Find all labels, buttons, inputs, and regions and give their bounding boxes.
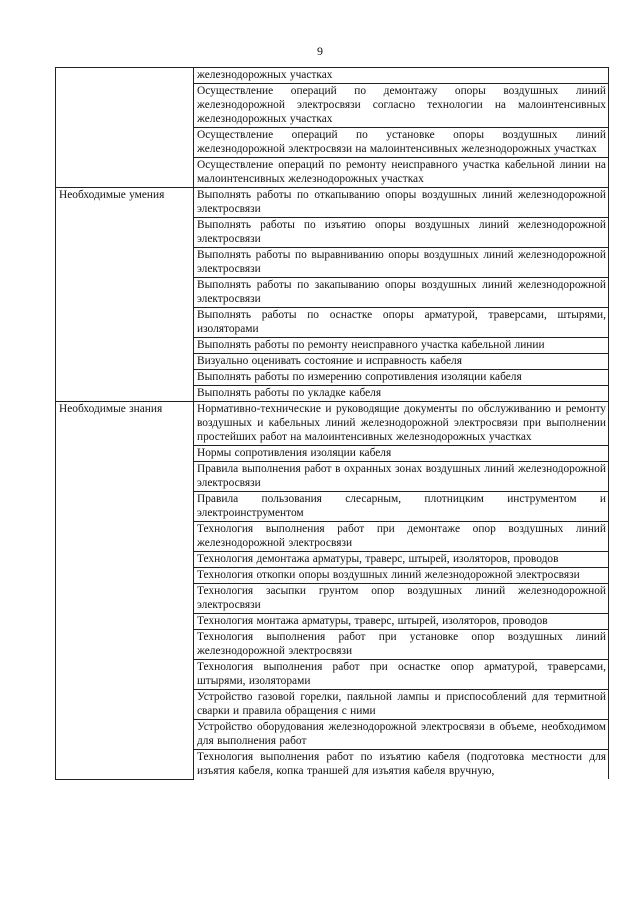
table-cell: Технология выполнения работ при демонтаже опор воздушных линий железнодорожной электросвязи (194, 522, 609, 552)
section-label (56, 68, 194, 188)
table-cell: Технология выполнения работ при установке опор воздушных линий железнодорожной электросвязи (194, 630, 609, 660)
table-cell: Выполнять работы по закапыванию опоры воздушных линий железнодорожной электросвязи (194, 278, 609, 308)
table-row (56, 188, 609, 218)
section-label: Необходимые знания (56, 402, 194, 780)
section-label: Необходимые умения (56, 188, 194, 402)
table-cell: Выполнять работы по откапыванию опоры воздушных линий железнодорожной электросвязи (194, 188, 609, 218)
table-cell: Выполнять работы по изъятию опоры воздушных линий железнодорожной электросвязи (194, 218, 609, 248)
table-cell: Выполнять работы по измерению сопротивления изоляции кабеля (194, 370, 609, 386)
table-cell: Выполнять работы по оснастке опоры арматурой, траверсами, штырями, изоляторами (194, 308, 609, 338)
table-cell: Технология откопки опоры воздушных линий железнодорожной электросвязи (194, 568, 609, 584)
table-cell: Визуально оценивать состояние и исправность кабеля (194, 354, 609, 370)
table-cell: Выполнять работы по ремонту неисправного участка кабельной линии (194, 338, 609, 354)
table-cell: Выполнять работы по укладке кабеля (194, 386, 609, 402)
table-cell: Технология выполнения работ при оснастке опор арматурой, траверсами, штырями, изоляторами (194, 660, 609, 690)
table-cell: Технология засыпки грунтом опор воздушных линий железнодорожной электросвязи (194, 584, 609, 614)
table-cell: Осуществление операций по установке опоры воздушных линий железнодорожной электросвязи на малоинтенсивных железнодорожных участках (194, 128, 609, 158)
table-cell: Технология демонтажа арматуры, траверс, штырей, изоляторов, проводов (194, 552, 609, 568)
table-row (56, 402, 609, 446)
table-cell: Устройство оборудования железнодорожной электросвязи в объеме, необходимом для выполнения работ (194, 720, 609, 750)
page-number: 9 (317, 44, 323, 58)
table-row (56, 68, 609, 84)
table-cell: Нормы сопротивления изоляции кабеля (194, 446, 609, 462)
table-cell: железнодорожных участках (194, 68, 609, 84)
table-cell: Нормативно-технические и руководящие документы по обслуживанию и ремонту воздушных и кабельных линий железнодорожной электросвязи при выполнении простейших работ на малоинтенсивных железнодорожных участках (194, 402, 609, 446)
table-cell: Осуществление операций по ремонту неисправного участка кабельной линии на малоинтенсивных железнодорожных участках (194, 158, 609, 188)
table-cell: Выполнять работы по выравниванию опоры воздушных линий железнодорожной электросвязи (194, 248, 609, 278)
table-cell: Осуществление операций по демонтажу опоры воздушных линий железнодорожной электросвязи согласно технологии на малоинтенсивных железнодорожных участках (194, 84, 609, 128)
table-cell: Устройство газовой горелки, паяльной лампы и приспособлений для термитной сварки и правила обращения с ними (194, 690, 609, 720)
table-cell: Технология монтажа арматуры, траверс, штырей, изоляторов, проводов (194, 614, 609, 630)
table-cell: Правила пользования слесарным, плотницким инструментом и электроинструментом (194, 492, 609, 522)
qualification-table (55, 67, 609, 780)
table-cell: Технология выполнения работ по изъятию кабеля (подготовка местности для изъятия кабеля, копка траншей для изъятия кабеля вручную, (194, 750, 609, 780)
table-cell: Правила выполнения работ в охранных зонах воздушных линий железнодорожной электросвязи (194, 462, 609, 492)
